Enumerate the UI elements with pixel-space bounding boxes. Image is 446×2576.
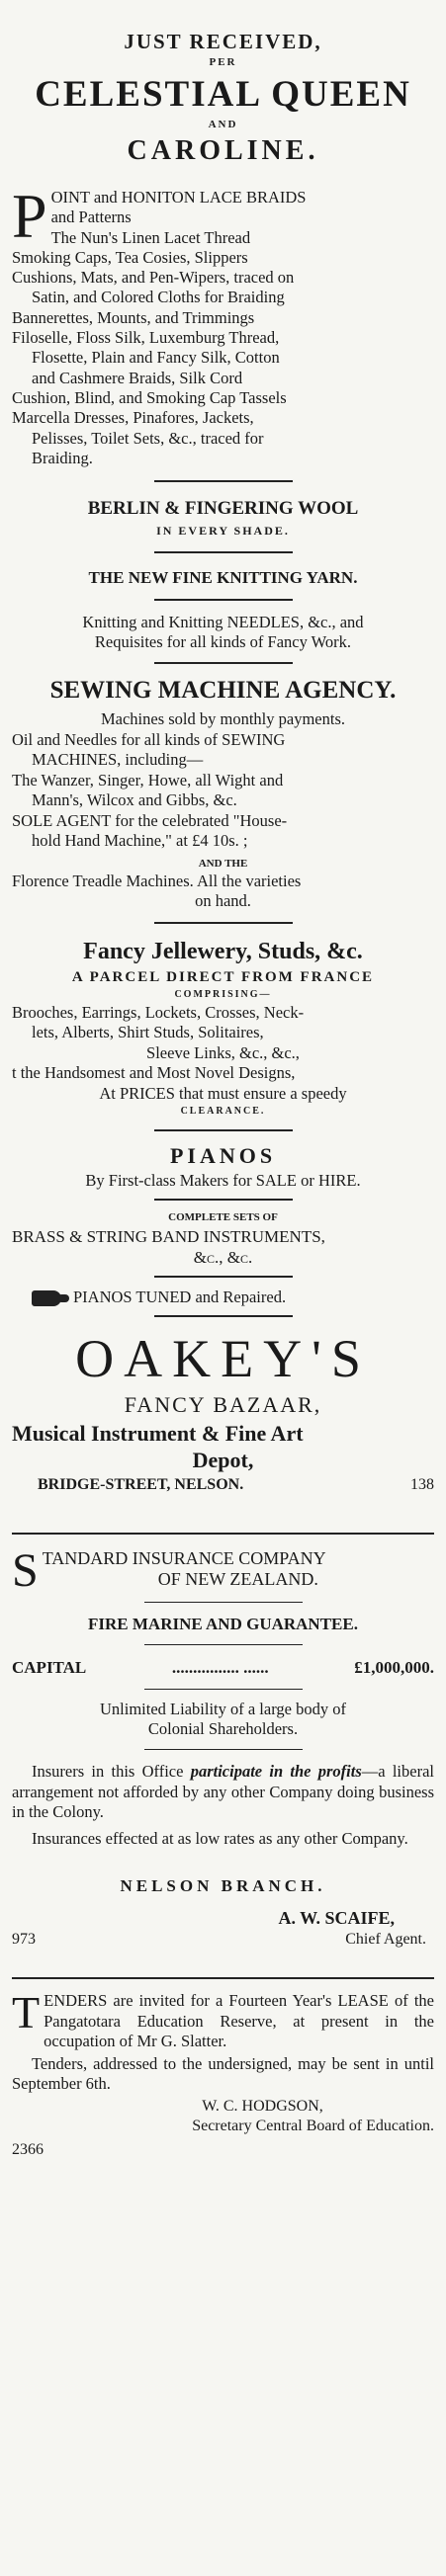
sewing-line: Mann's, Wilcox and Gibbs, &c. [32,790,237,810]
complete-sets-line: COMPLETE SETS OF [168,1211,278,1224]
liability-line: Unlimited Liability of a large body of [100,1700,346,1719]
lace-line: Flosette, Plain and Fancy Silk, Cotton [32,348,280,368]
capital-row [12,1655,434,1681]
band-line: BRASS & STRING BAND INSTRUMENTS, [12,1227,325,1247]
agent-row [12,1930,434,1950]
lace-line: The Nun's Linen Lacet Thread [50,227,251,247]
insurance-title-line: TANDARD INSURANCE COMPANY [42,1548,326,1569]
knitting-yarn-heading: THE NEW FINE KNITTING YARN. [88,568,358,588]
jewellery-line: Brooches, Earrings, Lockets, Crosses, Neck- [12,1002,305,1022]
divider [144,1644,303,1645]
insurance-title-line: OF NEW ZEALAND. [157,1569,318,1590]
section-rule [12,1533,434,1535]
needles-paragraph [12,613,434,652]
comprising-line: COMPRISING— [174,988,272,1000]
ship-name-caroline: CAROLINE. [127,135,319,166]
ad-number: 973 [12,1931,36,1949]
sewing-machine-heading: SEWING MACHINE AGENCY. [49,677,397,705]
ship-name-celestial-queen: CELESTIAL QUEEN [35,74,411,115]
pianos-line: By First-class Makers for SALE or HIRE. [85,1171,361,1191]
lace-line: Cushion, Blind, and Smoking Cap Tassels [12,387,287,407]
jewellery-line: At PRICES that must ensure a speedy [99,1083,347,1103]
tenders-advertisement [12,1987,434,2160]
divider [154,922,293,924]
lace-line: Bannerettes, Mounts, and Trimmings [12,307,255,327]
musical-paragraph [12,1420,434,1473]
per-line: PER [209,56,237,68]
oakey-advertisement [12,0,434,1497]
lace-line: and Patterns [50,208,132,227]
pianos-tuned-text: PIANOS TUNED and Repaired. [73,1288,287,1307]
insurance-title [12,1544,434,1598]
lace-dropcap: P [12,181,47,251]
divider [154,599,293,601]
pianos-heading: PIANOS [169,1143,277,1169]
tenders-paragraph [12,1987,434,2052]
clearance-line: CLEARANCE. [180,1106,266,1118]
tenders-deadline: Tenders, addressed to the undersigned, may be sent in until September 6th. [12,2053,434,2094]
and-line: AND [208,119,238,130]
insurers-emphasis: participate in the profits [190,1762,362,1782]
agent-title: Chief Agent. [345,1931,426,1949]
lace-line: Cushions, Mats, and Pen-Wipers, traced on [12,268,295,288]
sewing-paragraph [12,709,434,912]
band-line: &c., &c. [193,1248,253,1268]
jewellery-paragraph [12,1003,434,1105]
divider [144,1689,303,1690]
insurers-paragraph [12,1762,434,1823]
address-line: BRIDGE-STREET, NELSON. [38,1476,244,1494]
fire-marine-heading: FIRE MARINE AND GUARANTEE. [88,1615,358,1634]
oakeys-name: OAKEY'S [75,1329,371,1389]
insurances-paragraph: Insurances effected at as low rates as any other Company. [32,1828,408,1848]
lace-list [12,181,434,468]
just-received-line: JUST RECEIVED, [124,30,322,53]
jewellery-line: t the Handsomest and Most Novel Designs, [12,1063,296,1083]
divider [144,1749,303,1750]
every-shade-line: IN EVERY SHADE. [156,524,290,539]
jewellery-line: lets, Alberts, Shirt Studs, Solitaires, [32,1023,264,1042]
signer-title: Secretary Central Board of Education. [192,2117,434,2134]
lace-line: Filoselle, Floss Silk, Luxemburg Thread, [12,328,280,348]
needles-line: Knitting and Knitting NEEDLES, &c., and [82,613,364,632]
musical-line: Depot, [192,1448,254,1473]
lace-line: Braiding. [32,448,93,467]
sewing-line: The Wanzer, Singer, Howe, all Wight and [12,770,284,789]
divider [154,1315,293,1317]
lace-line: and Cashmere Braids, Silk Cord [32,368,243,387]
sewing-line: MACHINES, including— [32,750,204,770]
lace-line: Marcella Dresses, Pinafores, Jackets, [12,408,254,428]
signer-name: W. C. HODGSON, [202,2097,323,2115]
sewing-line: Oil and Needles for all kinds of SEWING [12,729,286,749]
tenders-dropcap: T [12,1987,41,2038]
needles-line: Requisites for all kinds of Fancy Work. [94,632,352,652]
ad-number: 138 [410,1476,434,1494]
liability-line: Colonial Shareholders. [147,1719,299,1739]
sewing-line: Machines sold by monthly payments. [100,709,346,729]
florence-line: on hand. [195,891,251,911]
lace-line: OINT and HONITON LACE BRAIDS [50,188,307,207]
insurers-text: Insurers in this Office [32,1762,191,1782]
fancy-bazaar-line: FANCY BAZAAR, [124,1392,322,1418]
section-rule [12,1977,434,1979]
ad-number: 2366 [12,2140,44,2158]
florence-line: Florence Treadle Machines. All the varieties [12,871,302,890]
band-paragraph [12,1226,434,1268]
divider [154,1199,293,1201]
divider [154,1276,293,1278]
agent-name: A. W. SCAIFE, [278,1908,395,1929]
parcel-line: A PARCEL DIRECT FROM FRANCE [71,968,375,985]
liability-paragraph [12,1700,434,1739]
jewellery-line: Sleeve Links, &c., &c., [146,1042,300,1062]
insurance-advertisement [12,1544,434,1950]
insurers-text: —a liberal arrangement not afforded by any other Company doing business in the Colony. [12,1762,434,1822]
insurance-dropcap: S [12,1544,39,1598]
divider [154,662,293,664]
lace-line: Satin, and Colored Cloths for Braiding [32,288,285,307]
address-row [12,1473,434,1497]
pointing-hand-icon [32,1290,61,1306]
divider [154,551,293,553]
lace-line: Smoking Caps, Tea Cosies, Slippers [12,247,248,267]
jewellery-heading: Fancy Jellewery, Studs, &c. [83,938,363,964]
capital-dots: ................ ...... [171,1658,269,1678]
sewing-line: SOLE AGENT for the celebrated "House- [12,810,288,830]
berlin-wool-heading: BERLIN & FINGERING WOOL [87,498,359,520]
tenders-text: ENDERS are invited for a Fourteen Year's LEASE of the Pangatotara Education Reserve, at present in the occupation of Mr G. Slatter. [44,1991,434,2051]
nelson-branch-heading: NELSON BRANCH. [120,1876,326,1896]
divider [154,1129,293,1131]
divider [154,480,293,482]
capital-value: £1,000,000. [354,1658,434,1678]
sewing-line: hold Hand Machine," at £4 10s. ; [32,831,248,851]
lace-line: Pelisses, Toilet Sets, &c., traced for [32,428,264,448]
divider [144,1602,303,1603]
pianos-tuned-row [12,1286,434,1309]
and-the-line: AND THE [198,857,248,870]
musical-line: Musical Instrument & Fine Art [12,1421,304,1447]
capital-label: CAPITAL [12,1658,87,1678]
